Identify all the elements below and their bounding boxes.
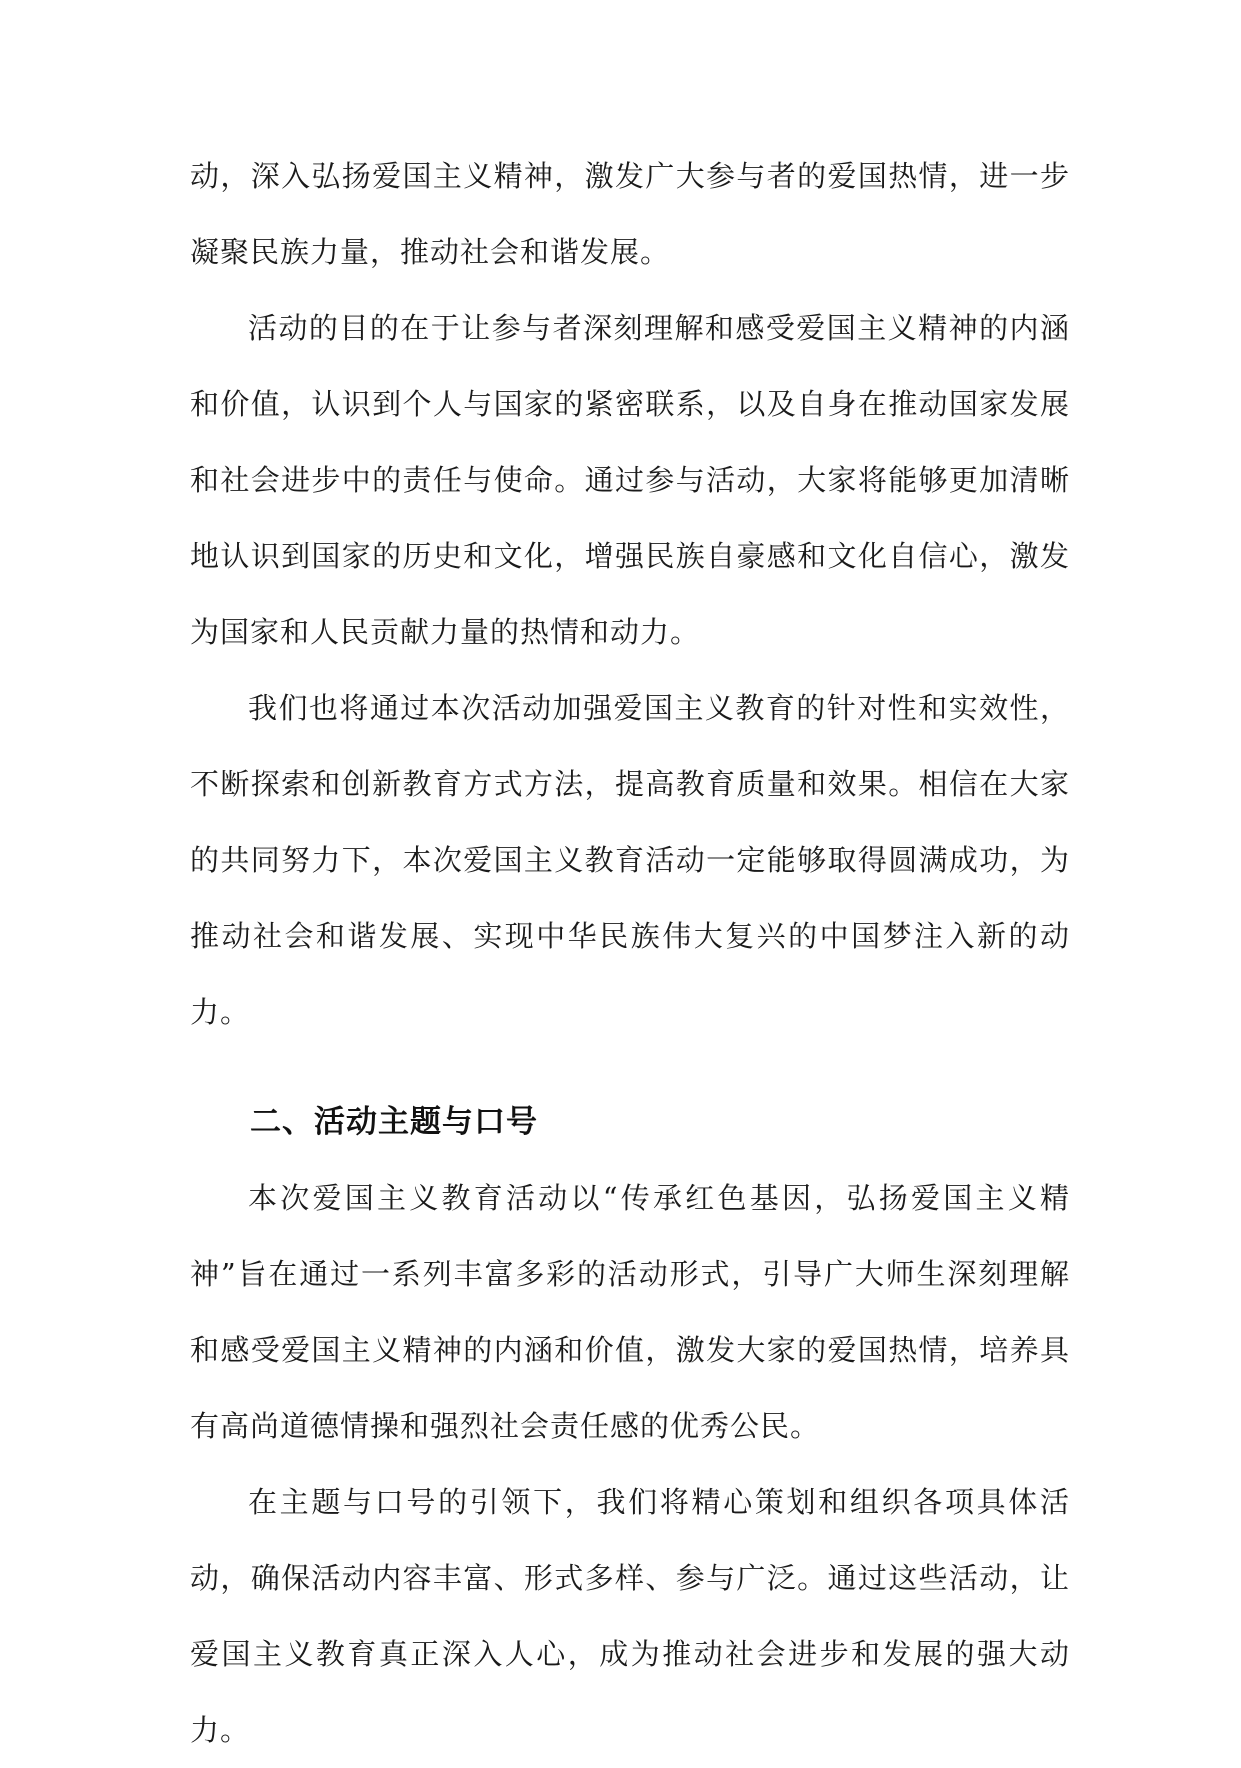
paragraph-purpose: 活动的目的在于让参与者深刻理解和感受爱国主义精神的内涵和价值，认识到个人与国家的紧密联系，以及自身在推动国家发展和社会进步中的责任与使命。通过参与活动，大家将能够更加清晰地认识到国家的历史和文化，增强民族自豪感和文化自信心，激发为国家和人民贡献力量的热情和动力。 xyxy=(190,311,1070,649)
paragraph-effectiveness: 我们也将通过本次活动加强爱国主义教育的针对性和实效性，不断探索和创新教育方式方法，提高教育质量和效果。相信在大家的共同努力下，本次爱国主义教育活动一定能够取得圆满成功，为推动社会和谐发展、实现中华民族伟大复兴的中国梦注入新的动力。 xyxy=(190,691,1070,1029)
document-body xyxy=(190,138,1070,1768)
section-heading: 二、活动主题与口号 xyxy=(250,1104,538,1140)
section-spacer xyxy=(190,1050,1070,1084)
paragraph-continuation: 动，深入弘扬爱国主义精神，激发广大参与者的爱国热情，进一步凝聚民族力量，推动社会和谐发展。 xyxy=(190,159,1070,269)
paragraph-theme: 本次爱国主义教育活动以“传承红色基因，弘扬爱国主义精神”旨在通过一系列丰富多彩的活动形式，引导广大师生深刻理解和感受爱国主义精神的内涵和价值，激发大家的爱国热情，培养具有高尚道德情操和强烈社会责任感的优秀公民。 xyxy=(190,1181,1070,1443)
paragraph-activities: 在主题与口号的引领下，我们将精心策划和组织各项具体活动，确保活动内容丰富、形式多样、参与广泛。通过这些活动，让爱国主义教育真正深入人心，成为推动社会进步和发展的强大动力。 xyxy=(190,1485,1070,1747)
